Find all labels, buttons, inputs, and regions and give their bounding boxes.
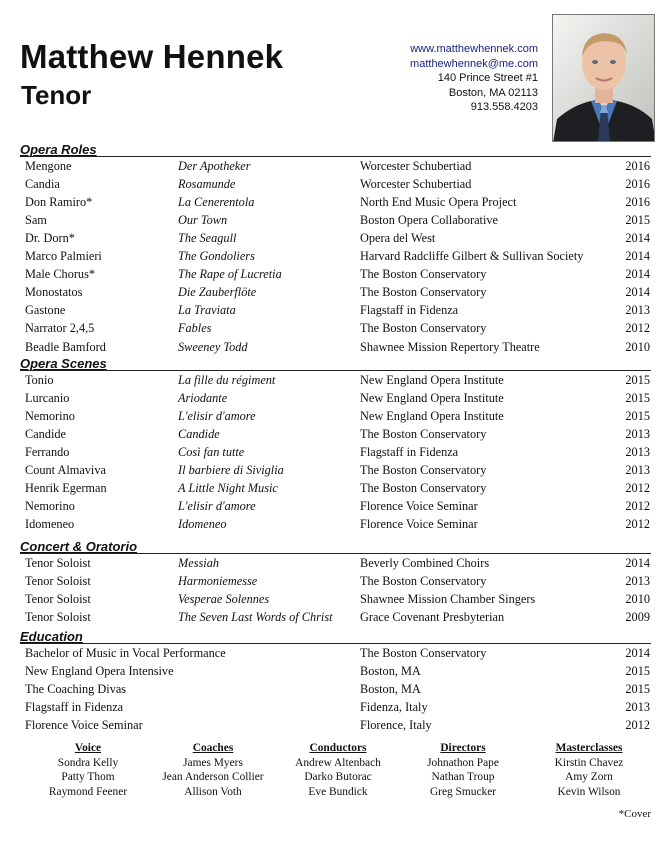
reference-heading: Conductors xyxy=(309,742,367,754)
resume-row xyxy=(0,479,671,497)
resume-row xyxy=(0,590,671,608)
row-role: Marco Palmieri xyxy=(25,249,102,264)
row-role: Gastone xyxy=(25,303,66,318)
row-year: 2015 xyxy=(625,391,650,406)
row-company: Fidenza, Italy xyxy=(360,700,428,715)
row-work: Vesperae Solennes xyxy=(178,592,270,607)
reference-name: Sondra Kelly xyxy=(57,756,119,769)
website-link[interactable]: www.matthewhennek.com xyxy=(410,43,538,55)
reference-heading: Directors xyxy=(440,742,486,754)
row-role: Beadle Bamford xyxy=(25,339,106,354)
resume-row xyxy=(0,716,671,734)
row-year: 2014 xyxy=(625,285,650,300)
row-company: New England Opera Institute xyxy=(360,409,504,424)
reference-name: Eve Bundick xyxy=(308,785,368,798)
row-work: La Cenerentola xyxy=(178,195,255,210)
row-work: Il barbiere di Siviglia xyxy=(178,463,284,478)
row-role: Nemorino xyxy=(25,409,75,424)
row-role: Narrator 2,4,5 xyxy=(25,321,95,336)
row-year: 2013 xyxy=(625,700,650,715)
contact-block xyxy=(410,42,538,115)
row-role: Tonio xyxy=(25,373,54,387)
row-role: Idomeneo xyxy=(25,517,75,532)
row-company: Harvard Radcliffe Gilbert & Sullivan Society xyxy=(360,249,584,264)
resume-row xyxy=(0,515,671,533)
resume-row xyxy=(0,301,671,319)
row-year: 2013 xyxy=(625,574,650,589)
row-work: Sweeney Todd xyxy=(178,339,248,354)
section-title-education: Education xyxy=(20,629,83,644)
headshot-photo xyxy=(552,14,655,142)
row-role: Candia xyxy=(25,177,60,192)
row-company: New England Opera Institute xyxy=(360,391,504,406)
row-role: Tenor Soloist xyxy=(25,574,91,589)
resume-row xyxy=(0,425,671,443)
row-company: The Boston Conservatory xyxy=(360,574,487,589)
resume-row xyxy=(0,461,671,479)
reference-name: James Myers xyxy=(183,756,243,769)
row-role: Florence Voice Seminar xyxy=(25,718,143,733)
resume-row xyxy=(0,211,671,229)
row-company: Boston, MA xyxy=(360,682,421,697)
row-work: The Gondoliers xyxy=(178,249,255,264)
resume-row xyxy=(0,407,671,425)
row-role: Monostatos xyxy=(25,285,83,300)
row-role: The Coaching Divas xyxy=(25,682,127,697)
row-company: New England Opera Institute xyxy=(360,373,504,387)
resume-row xyxy=(0,229,671,247)
resume-row xyxy=(0,443,671,461)
row-work: Messiah xyxy=(178,556,219,570)
row-year: 2014 xyxy=(625,249,650,264)
row-company: The Boston Conservatory xyxy=(360,267,487,282)
reference-column-directors xyxy=(403,741,523,799)
row-year: 2012 xyxy=(625,718,650,733)
row-company: Florence, Italy xyxy=(360,718,432,733)
row-role: Lurcanio xyxy=(25,391,70,406)
row-work: Rosamunde xyxy=(178,177,236,192)
resume-row xyxy=(0,319,671,337)
resume-row xyxy=(0,698,671,716)
row-role: Bachelor of Music in Vocal Performance xyxy=(25,646,226,660)
reference-heading: Coaches xyxy=(192,742,234,754)
row-role: Flagstaff in Fidenza xyxy=(25,700,124,715)
row-work: Ariodante xyxy=(178,391,228,406)
row-year: 2014 xyxy=(625,646,650,660)
row-year: 2012 xyxy=(625,499,650,514)
resume-row xyxy=(0,662,671,680)
resume-row xyxy=(0,371,671,389)
row-company: North End Music Opera Project xyxy=(360,195,517,210)
reference-heading: Masterclasses xyxy=(555,742,623,754)
phone-number: 913.558.4203 xyxy=(470,101,538,113)
row-year: 2015 xyxy=(625,409,650,424)
row-year: 2014 xyxy=(625,267,650,282)
row-year: 2012 xyxy=(625,517,650,532)
row-company: Worcester Schubertiad xyxy=(360,159,472,173)
row-role: Mengone xyxy=(25,159,72,173)
row-role: Sam xyxy=(25,213,47,228)
row-role: Dr. Dorn* xyxy=(25,231,75,246)
cover-footnote: *Cover xyxy=(618,808,651,820)
reference-name: Allison Voth xyxy=(184,785,242,798)
row-role: Male Chorus* xyxy=(25,267,96,282)
row-work: Harmoniemesse xyxy=(178,574,258,589)
row-role: Henrik Egerman xyxy=(25,481,107,496)
reference-column-coaches xyxy=(153,741,273,799)
row-work: Così fan tutte xyxy=(178,445,245,460)
row-company: Grace Covenant Presbyterian xyxy=(360,610,505,625)
row-company: Boston, MA xyxy=(360,664,421,679)
row-year: 2016 xyxy=(625,159,650,173)
reference-column-conductors xyxy=(278,741,398,799)
row-year: 2010 xyxy=(625,592,650,607)
row-role: Tenor Soloist xyxy=(25,592,91,607)
reference-name: Johnathon Pape xyxy=(427,756,499,769)
row-company: Flagstaff in Fidenza xyxy=(360,303,459,318)
row-work: Candide xyxy=(178,427,220,442)
row-company: The Boston Conservatory xyxy=(360,321,487,336)
resume-row xyxy=(0,247,671,265)
reference-name: Greg Smucker xyxy=(429,785,497,798)
row-company: The Boston Conservatory xyxy=(360,481,487,496)
resume-row xyxy=(0,157,671,175)
row-work: Our Town xyxy=(178,213,228,228)
reference-name: Amy Zorn xyxy=(565,771,613,783)
row-company: The Boston Conservatory xyxy=(360,427,487,442)
row-role: Tenor Soloist xyxy=(25,610,91,625)
row-role: Don Ramiro* xyxy=(25,195,93,210)
row-work: The Seagull xyxy=(178,231,237,246)
reference-name: Patty Thom xyxy=(61,771,115,783)
row-work: The Rape of Lucretia xyxy=(178,267,282,282)
row-work: Der Apotheker xyxy=(178,159,251,173)
row-year: 2014 xyxy=(625,231,650,246)
row-year: 2012 xyxy=(625,321,650,336)
row-company: Beverly Combined Choirs xyxy=(360,556,490,570)
address-line-2: Boston, MA 02113 xyxy=(448,86,538,99)
row-work: Idomeneo xyxy=(178,517,227,532)
row-work: La Traviata xyxy=(178,303,236,318)
row-role: Candide xyxy=(25,427,66,442)
row-year: 2016 xyxy=(625,195,650,210)
reference-heading: Voice xyxy=(74,742,102,754)
reference-column-voice xyxy=(28,741,148,799)
reference-name: Jean Anderson Collier xyxy=(162,771,264,783)
row-year: 2015 xyxy=(625,664,650,679)
row-year: 2010 xyxy=(625,339,650,354)
row-year: 2015 xyxy=(625,682,650,697)
row-role: Tenor Soloist xyxy=(25,556,91,570)
reference-name: Kirstin Chavez xyxy=(554,756,624,769)
row-year: 2009 xyxy=(625,610,650,625)
reference-name: Andrew Altenbach xyxy=(295,756,381,769)
row-company: Opera del West xyxy=(360,231,436,246)
row-company: Boston Opera Collaborative xyxy=(360,213,498,228)
row-company: The Boston Conservatory xyxy=(360,646,487,660)
row-company: Florence Voice Seminar xyxy=(360,517,478,532)
address-line-1: 140 Prince Street #1 xyxy=(437,72,538,84)
resume-row xyxy=(0,265,671,283)
reference-column-masterclasses xyxy=(529,741,649,799)
row-company: Shawnee Mission Repertory Theatre xyxy=(360,339,540,354)
resume-row xyxy=(0,338,671,356)
voice-type: Tenor xyxy=(21,80,92,110)
row-work: L'elisir d'amore xyxy=(178,409,256,424)
section-title-concert-oratorio: Concert & Oratorio xyxy=(20,539,138,554)
row-company: The Boston Conservatory xyxy=(360,285,487,300)
row-work: Die Zauberflöte xyxy=(178,285,257,300)
row-role: New England Opera Intensive xyxy=(25,664,174,679)
row-company: Worcester Schubertiad xyxy=(360,177,472,192)
row-year: 2015 xyxy=(625,213,650,228)
reference-name: Kevin Wilson xyxy=(557,785,621,798)
row-year: 2013 xyxy=(625,303,650,318)
row-work: Fables xyxy=(178,321,212,336)
row-work: La fille du régiment xyxy=(178,373,276,387)
reference-name: Raymond Feener xyxy=(48,785,128,798)
section-title-opera-roles: Opera Roles xyxy=(20,142,97,157)
row-company: The Boston Conservatory xyxy=(360,463,487,478)
row-work: A Little Night Music xyxy=(178,481,278,496)
resume-row xyxy=(0,283,671,301)
performer-name: Matthew Hennek xyxy=(20,38,284,75)
resume-row xyxy=(0,608,671,626)
row-role: Nemorino xyxy=(25,499,75,514)
reference-name: Darko Butorac xyxy=(304,771,372,783)
resume-row xyxy=(0,554,671,572)
row-year: 2014 xyxy=(625,556,650,570)
resume-row xyxy=(0,193,671,211)
row-company: Flagstaff in Fidenza xyxy=(360,445,459,460)
resume-row xyxy=(0,497,671,515)
row-year: 2013 xyxy=(625,427,650,442)
row-year: 2013 xyxy=(625,445,650,460)
resume-row xyxy=(0,175,671,193)
resume-row xyxy=(0,572,671,590)
row-role: Count Almaviva xyxy=(25,463,106,478)
reference-name: Nathan Troup xyxy=(431,771,495,783)
row-year: 2013 xyxy=(625,463,650,478)
section-title-opera-scenes: Opera Scenes xyxy=(20,356,107,371)
row-company: Shawnee Mission Chamber Singers xyxy=(360,592,536,607)
email-link[interactable]: matthewhennek@me.com xyxy=(410,57,538,70)
row-work: The Seven Last Words of Christ xyxy=(178,610,333,625)
row-role: Ferrando xyxy=(25,445,70,460)
row-year: 2015 xyxy=(625,373,650,387)
row-work: L'elisir d'amore xyxy=(178,499,256,514)
resume-row xyxy=(0,644,671,662)
row-company: Florence Voice Seminar xyxy=(360,499,478,514)
resume-row xyxy=(0,389,671,407)
row-year: 2012 xyxy=(625,481,650,496)
row-year: 2016 xyxy=(625,177,650,192)
resume-row xyxy=(0,680,671,698)
